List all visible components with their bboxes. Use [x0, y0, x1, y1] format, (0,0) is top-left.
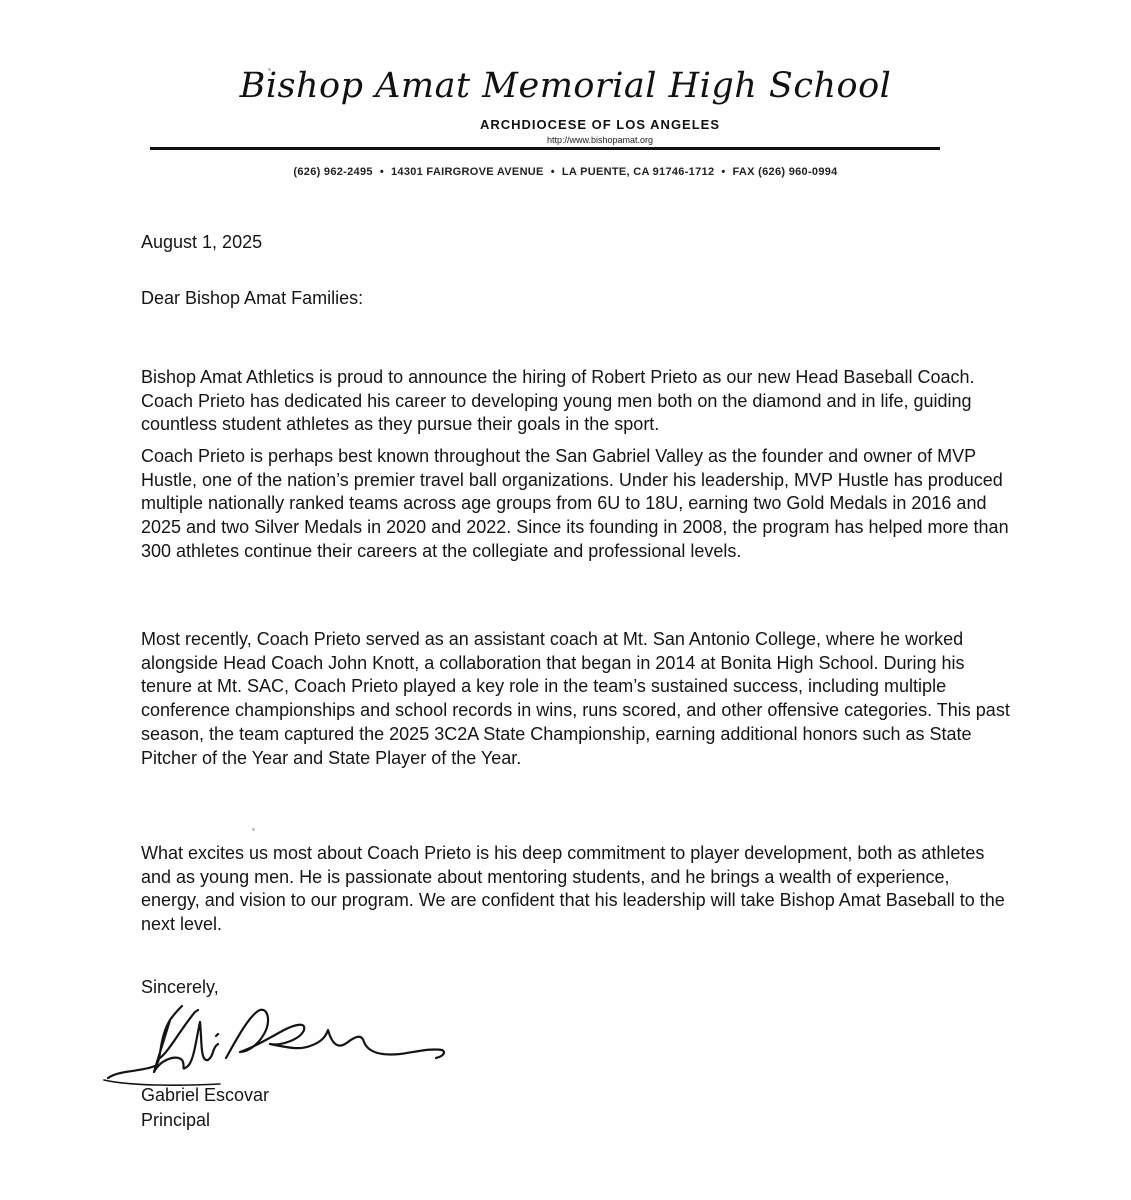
- bullet-separator: •: [379, 166, 384, 178]
- street-address: 14301 FAIRGROVE AVENUE: [390, 166, 544, 178]
- signer-title: Principal: [141, 1110, 211, 1130]
- paragraph-commitment: What excites us most about Coach Prieto is his deep commitment to player development, both as athletes and as young men. He is passionate about mentoring students, and he brings a wealth of experience, energy, and vision to our program. We are confident that his leadership will take Bishop Amat Baseball to the next level.: [141, 843, 1005, 935]
- signer-name: Gabriel Escovar: [141, 1085, 270, 1105]
- contact-line: [0, 166, 1131, 178]
- scan-speck: [252, 828, 255, 831]
- paragraph-announcement: Bishop Amat Athletics is proud to announce the hiring of Robert Prieto as our new Head Baseball Coach. Coach Prieto has dedicated his career to developing young men both on the diamond and in life, guiding countless student athletes as they pursue their goals in the sport.: [141, 367, 975, 435]
- bullet-separator: •: [721, 166, 726, 178]
- closing: Sincerely,: [141, 977, 219, 997]
- fax-number: FAX (626) 960-0994: [732, 166, 838, 178]
- salutation: Dear Bishop Amat Families:: [141, 288, 364, 308]
- bullet-separator: •: [550, 166, 555, 178]
- paragraph-mvp-hustle: Coach Prieto is perhaps best known throughout the San Gabriel Valley as the founder and owner of MVP Hustle, one of the nation’s premier travel ball organizations. Under his leadership, MVP Hustle has produced multiple nationally ranked teams across age groups from 6U to 18U, earning two Gold Medals in 2016 and 2025 and two Silver Medals in 2020 and 2022. Since its founding in 2008, the program has helped more than 300 athletes continue their careers at the collegiate and professional levels.: [141, 446, 1009, 561]
- signature-image: [100, 1000, 450, 1090]
- city-state-zip: LA PUENTE, CA 91746-1712: [561, 166, 715, 178]
- letter-date: August 1, 2025: [141, 232, 263, 252]
- school-website: http://www.bishopamat.org: [546, 135, 654, 145]
- phone-number: (626) 962-2495: [293, 166, 373, 178]
- archdiocese-label: ARCHDIOCESE OF LOS ANGELES: [479, 117, 721, 132]
- paragraph-mt-sac: Most recently, Coach Prieto served as an assistant coach at Mt. San Antonio College, where he worked alongside Head Coach John Knott, a collaboration that began in 2014 at Bonita High School. During his tenure at Mt. SAC, Coach Prieto played a key role in the team’s sustained success, including multiple conference championships and school records in wins, runs scored, and other offensive categories. This past season, the team captured the 2025 3C2A State Championship, earning additional honors such as State Pitcher of the Year and State Player of the Year.: [141, 629, 1010, 768]
- school-name: Bishop Amat Memorial High School: [239, 66, 892, 106]
- letterhead-divider: [150, 147, 940, 150]
